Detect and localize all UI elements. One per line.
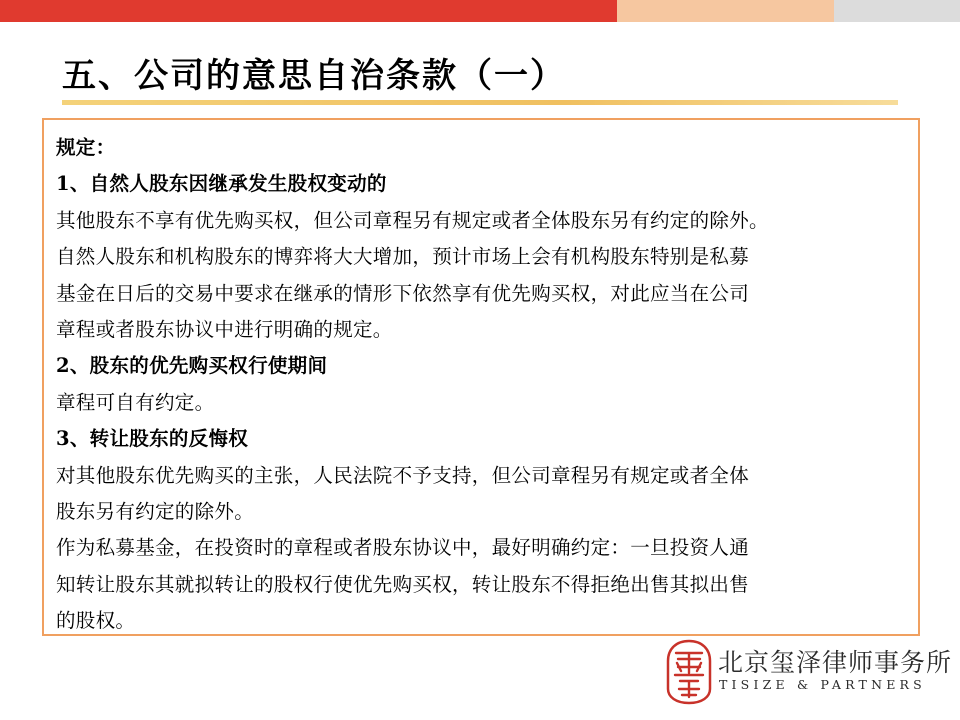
body-text-line: 知转让股东其就拟转让的股权行使优先购买权，转让股东不得拒绝出售其拟出售 [56, 572, 750, 596]
body-text-line: 其他股东不享有优先购买权，但公司章程另有规定或者全体股东另有约定的除外。 [56, 208, 769, 232]
section-heading: 规定： [56, 136, 116, 159]
section-heading: 3、转让股东的反悔权 [56, 427, 249, 451]
firm-logo [666, 637, 956, 709]
section-heading: 2、股东的优先购买权行使期间 [56, 354, 328, 378]
firm-name-en: TISIZE & PARTNERS [719, 677, 926, 692]
body-text-line: 作为私募基金，在投资时的章程或者股东协议中，最好明确约定：一旦投资人通 [56, 536, 750, 560]
firm-name-cn: 北京玺泽律师事务所 [718, 648, 953, 677]
body-text-line: 对其他股东优先购买的主张，人民法院不予支持，但公司章程另有规定或者全体 [56, 463, 750, 487]
title-underline [62, 100, 898, 105]
body-text-line: 自然人股东和机构股东的博弈将大大增加，预计市场上会有机构股东特别是私募 [56, 245, 750, 269]
body-text-line: 基金在日后的交易中要求在继承的情形下依然享有优先购买权，对此应当在公司 [56, 281, 750, 305]
body-text-line: 股东另有约定的除外。 [56, 499, 255, 523]
top-bar-red [0, 0, 617, 22]
top-bar-grey [834, 0, 960, 22]
content-box [42, 118, 920, 636]
body-text-line: 章程可自有约定。 [56, 390, 215, 414]
slide-title: 五、公司的意思自治条款（一） [62, 56, 566, 96]
body-text-line: 的股权。 [56, 609, 136, 633]
content-lines [56, 130, 769, 639]
top-bar-peach [617, 0, 834, 22]
section-heading: 1、自然人股东因继承发生股权变动的 [56, 172, 387, 196]
body-text-line: 章程或者股东协议中进行明确的规定。 [56, 317, 393, 341]
seal-icon [666, 639, 712, 705]
